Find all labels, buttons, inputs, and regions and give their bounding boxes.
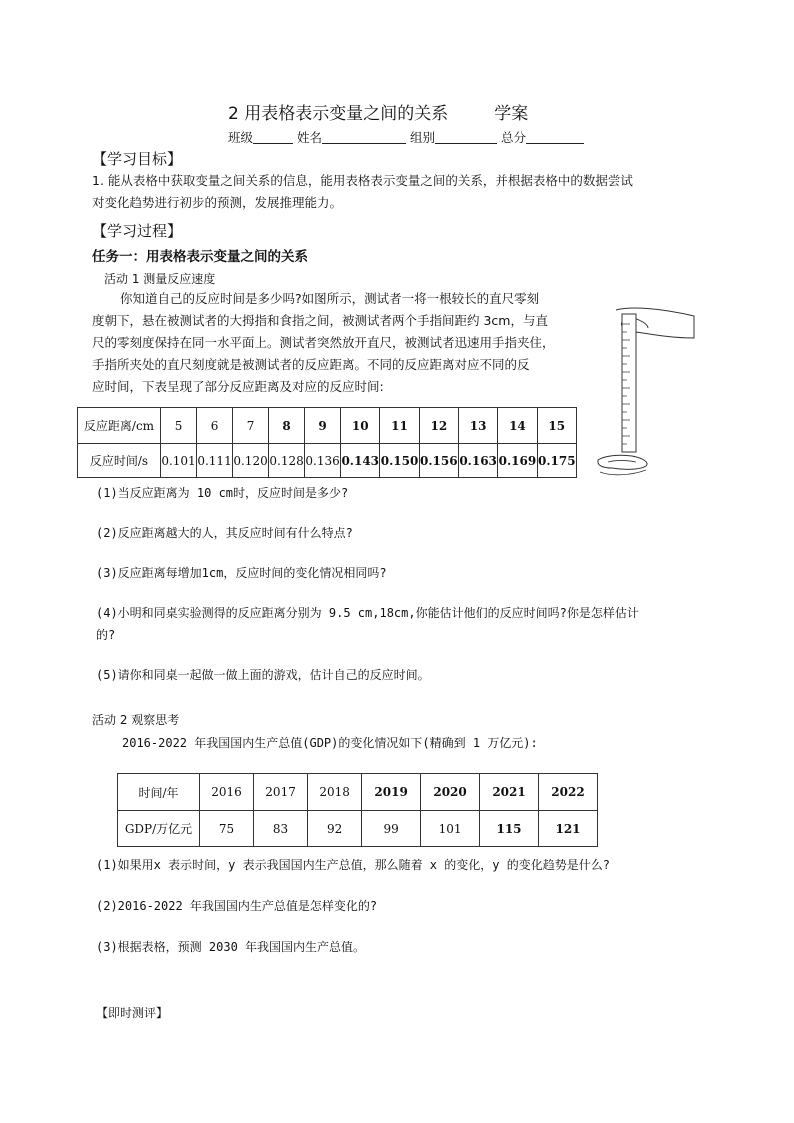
activity-2-title: 活动 2 观察思考 — [92, 713, 180, 727]
distance-cell: 11 — [380, 408, 419, 444]
reaction-table — [77, 407, 577, 478]
group-field[interactable] — [435, 131, 497, 144]
task-title: 任务一：用表格表示变量之间的关系 — [92, 249, 308, 265]
time-cell: 0.120 — [233, 444, 269, 478]
intro-line-4: 手指所夹处的直尺刻度就是被测试者的反应距离。不同的反应距离对应不同的反 — [92, 357, 530, 372]
assessment-heading: 【即时测评】 — [96, 1006, 169, 1020]
objective-line-2: 对变化趋势进行初步的预测，发展推理能力。 — [92, 195, 343, 210]
distance-cell: 5 — [161, 408, 197, 444]
distance-row — [78, 408, 577, 444]
distance-cell: 6 — [197, 408, 233, 444]
title-text: 2 用表格表示变量之间的关系 — [228, 104, 449, 124]
gdp-cell: 121 — [539, 811, 598, 847]
gdp-cell: 99 — [362, 811, 421, 847]
year-label: 时间/年 — [118, 774, 200, 811]
intro-line-3: 尺的零刻度保持在同一水平面上。测试者突然放开直尺，被测试者迅速用手指夹住， — [92, 335, 555, 350]
objectives-heading: 【学习目标】 — [92, 150, 183, 168]
time-cell: 0.136 — [305, 444, 341, 478]
year-cell: 2019 — [362, 774, 421, 811]
page-title — [228, 99, 528, 124]
intro-line-2: 度朝下，悬在被测试者的大拇指和食指之间，被测试者两个手指间距约 3cm，与直 — [92, 313, 548, 328]
distance-cell: 15 — [537, 408, 576, 444]
title-suffix: 学案 — [494, 104, 529, 124]
year-cell: 2021 — [480, 774, 539, 811]
score-label: 总分 — [501, 130, 527, 145]
distance-cell: 8 — [269, 408, 305, 444]
lower-hand-outline — [598, 455, 647, 469]
gdp-question-3: (3)根据表格，预测 2030 年我国国内生产总值。 — [96, 940, 366, 954]
lower-hand-finger — [608, 461, 636, 463]
time-row — [78, 444, 577, 478]
question-1: (1)当反应距离为 10 cm时，反应时间是多少? — [96, 486, 349, 500]
distance-cell: 9 — [305, 408, 341, 444]
year-cell: 2020 — [421, 774, 480, 811]
time-cell: 0.156 — [419, 444, 458, 478]
time-cell: 0.163 — [458, 444, 497, 478]
gdp-intro: 2016-2022 年我国国内生产总值(GDP)的变化情况如下(精确到 1 万亿元): — [122, 736, 538, 750]
question-3: (3)反应距离每增加1cm，反应时间的变化情况相同吗? — [96, 566, 387, 580]
group-label: 组别 — [410, 130, 436, 145]
gdp-label: GDP/万亿元 — [118, 811, 200, 847]
objective-line-1: 1. 能从表格中获取变量之间关系的信息，能用表格表示变量之间的关系，并根据表格中的数据尝试 — [92, 173, 633, 188]
ruler-body — [622, 314, 636, 452]
name-label: 姓名 — [297, 130, 323, 145]
gdp-cell: 75 — [200, 811, 254, 847]
gdp-cell: 83 — [254, 811, 308, 847]
gdp-cell: 101 — [421, 811, 480, 847]
time-cell: 0.175 — [537, 444, 576, 478]
score-field[interactable] — [526, 131, 584, 144]
year-row — [118, 774, 598, 811]
gdp-question-2: (2)2016-2022 年我国国内生产总值是怎样变化的? — [96, 899, 378, 913]
distance-cell: 13 — [458, 408, 497, 444]
time-label: 反应时间/s — [78, 444, 161, 478]
gdp-table — [117, 773, 598, 847]
gdp-cell: 115 — [480, 811, 539, 847]
question-4-cont: 的? — [96, 628, 116, 642]
gdp-question-1: (1)如果用x 表示时间，y 表示我国国内生产总值，那么随着 x 的变化，y 的变化趋势是什么? — [96, 858, 610, 872]
distance-cell: 12 — [419, 408, 458, 444]
distance-cell: 10 — [341, 408, 380, 444]
question-4: (4)小明和同桌实验测得的反应距离分别为 9.5 cm,18cm,你能估计他们的反应时间吗?你是怎样估计 — [96, 606, 639, 620]
question-5: (5)请你和同桌一起做一做上面的游戏，估计自己的反应时间。 — [96, 668, 430, 682]
year-cell: 2017 — [254, 774, 308, 811]
time-cell: 0.169 — [498, 444, 537, 478]
activity-1-title: 活动 1 测量反应速度 — [104, 272, 216, 286]
lower-hand-palm — [600, 470, 646, 475]
class-field[interactable] — [253, 131, 293, 144]
year-cell: 2016 — [200, 774, 254, 811]
year-cell: 2022 — [539, 774, 598, 811]
process-heading: 【学习过程】 — [92, 222, 183, 240]
ruler-illustration — [590, 300, 702, 485]
name-field[interactable] — [322, 131, 406, 144]
distance-label: 反应距离/cm — [78, 408, 161, 444]
year-cell: 2018 — [308, 774, 362, 811]
time-cell: 0.128 — [269, 444, 305, 478]
time-cell: 0.111 — [197, 444, 233, 478]
intro-line-5: 应时间，下表呈现了部分反应距离及对应的反应时间: — [92, 379, 384, 394]
time-cell: 0.101 — [161, 444, 197, 478]
student-info-line — [228, 128, 584, 146]
distance-cell: 14 — [498, 408, 537, 444]
class-label: 班级 — [228, 130, 254, 145]
intro-line-1: 你知道自己的反应时间是多少吗?如图所示，测试者一将一根较长的直尺零刻 — [120, 291, 540, 306]
question-2: (2)反应距离越大的人，其反应时间有什么特点? — [96, 526, 353, 540]
distance-cell: 7 — [233, 408, 269, 444]
time-cell: 0.150 — [380, 444, 419, 478]
gdp-row — [118, 811, 598, 847]
time-cell: 0.143 — [341, 444, 380, 478]
gdp-cell: 92 — [308, 811, 362, 847]
